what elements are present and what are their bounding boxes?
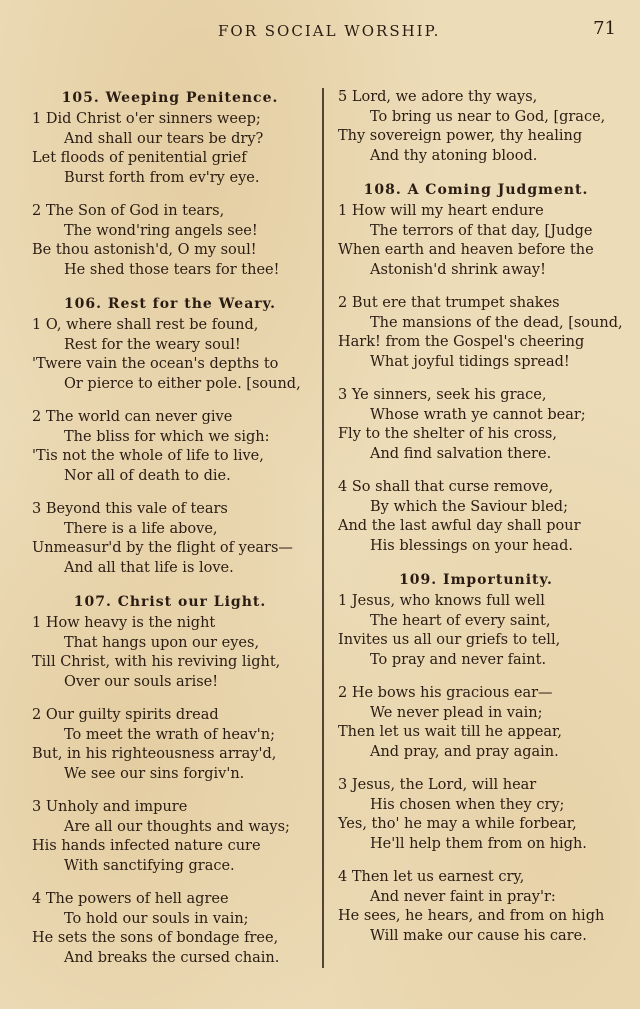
- verse-line: Unmeasur'd by the flight of years—: [32, 540, 293, 556]
- verse-line: Fly to the shelter of his cross,: [338, 426, 557, 442]
- verse-line: Whose wrath ye cannot bear;: [370, 406, 586, 423]
- right-column: [330, 88, 622, 960]
- verse-line: Nor all of death to die.: [64, 467, 231, 484]
- verse-line: And pray, and pray again.: [370, 743, 559, 760]
- stanza: [24, 408, 316, 486]
- verse-line: And never faint in pray'r:: [370, 888, 556, 905]
- verse-line: 5 Lord, we adore thy ways,: [338, 89, 538, 105]
- stanza: [24, 202, 316, 280]
- verse-line: Let floods of penitential grief: [32, 150, 247, 166]
- verse-line: Rest for the weary soul!: [64, 336, 241, 353]
- stanza: [24, 316, 316, 394]
- verse-line: Invites us all our griefs to tell,: [338, 632, 561, 648]
- verse-line: 2 The world can never give: [32, 409, 233, 425]
- stanza: [330, 386, 622, 464]
- verse-line: Astonish'd shrink away!: [370, 261, 546, 278]
- verse-line: 1 How heavy is the night: [32, 615, 216, 631]
- hymn-title: 106. Rest for the Weary.: [63, 296, 277, 312]
- verse-line: 1 How will my heart endure: [338, 203, 544, 219]
- verse-line: When earth and heaven before the: [338, 242, 594, 258]
- stanza: [330, 868, 622, 946]
- verse-line: And the last awful day shall pour: [338, 518, 581, 534]
- verse-line: He sees, he hears, and from on high: [338, 908, 605, 924]
- stanza: [330, 684, 622, 762]
- running-head: FOR SOCIAL WORSHIP.: [218, 22, 441, 40]
- verse-line: And breaks the cursed chain.: [64, 949, 280, 966]
- stanza: [330, 478, 622, 556]
- verse-line: Yes, tho' he may a while forbear,: [338, 816, 577, 832]
- verse-line: Are all our thoughts and ways;: [64, 818, 290, 835]
- hymn-block: [330, 88, 622, 166]
- hymn-title: 107. Christ our Light.: [73, 594, 267, 610]
- verse-line: 4 The powers of hell agree: [32, 891, 229, 907]
- verse-line: The wond'ring angels see!: [64, 222, 258, 239]
- verse-line: Be thou astonish'd, O my soul!: [32, 242, 257, 258]
- verse-line: The terrors of that day, [Judge: [370, 222, 593, 239]
- verse-line: His blessings on your head.: [370, 537, 573, 554]
- left-column: [24, 88, 316, 982]
- hymn-block: [24, 88, 316, 280]
- verse-line: 2 Our guilty spirits dread: [32, 707, 219, 723]
- verse-line: 3 Jesus, the Lord, will hear: [338, 777, 537, 793]
- verse-line: And thy atoning blood.: [370, 147, 538, 164]
- verse-line: Thy sovereign power, thy healing: [338, 128, 583, 144]
- stanza: [330, 776, 622, 854]
- hymn-block: [330, 570, 622, 946]
- column-divider: [322, 88, 324, 968]
- verse-line: He shed those tears for thee!: [64, 261, 280, 278]
- stanza: [330, 592, 622, 670]
- verse-line: 1 Jesus, who knows full well: [338, 593, 545, 609]
- verse-line: He sets the sons of bondage free,: [32, 930, 279, 946]
- verse-line: 2 The Son of God in tears,: [32, 203, 225, 219]
- verse-line: That hangs upon our eyes,: [64, 634, 260, 651]
- hymn-block: [330, 180, 622, 556]
- verse-line: Then let us wait till he appear,: [338, 724, 562, 740]
- verse-line: 4 So shall that curse remove,: [338, 479, 554, 495]
- verse-line: And shall our tears be dry?: [64, 130, 264, 147]
- stanza: [330, 88, 622, 166]
- stanza: [24, 614, 316, 692]
- page-header: [0, 18, 640, 48]
- verse-line: By which the Saviour bled;: [370, 498, 568, 515]
- verse-line: 3 Beyond this vale of tears: [32, 501, 228, 517]
- hymn-block: [24, 294, 316, 578]
- verse-line: The heart of every saint,: [370, 612, 551, 629]
- page-number: 71: [593, 18, 616, 39]
- verse-line: He'll help them from on high.: [370, 835, 587, 852]
- verse-line: What joyful tidings spread!: [370, 353, 570, 370]
- verse-line: With sanctifying grace.: [64, 857, 235, 874]
- verse-line: There is a life above,: [64, 520, 218, 537]
- verse-line: 2 But ere that trumpet shakes: [338, 295, 560, 311]
- stanza: [24, 500, 316, 578]
- hymn-title: 109. Importunity.: [399, 572, 553, 588]
- verse-line: 'Twere vain the ocean's depths to: [32, 356, 279, 372]
- hymn-title: 105. Weeping Penitence.: [61, 90, 279, 106]
- stanza: [24, 706, 316, 784]
- verse-line: Will make our cause his care.: [370, 927, 587, 944]
- verse-line: Hark! from the Gospel's cheering: [338, 334, 585, 350]
- verse-line: The mansions of the dead, [sound,: [370, 314, 623, 331]
- verse-line: To bring us near to God, [grace,: [370, 108, 606, 125]
- verse-line: To pray and never faint.: [370, 651, 547, 668]
- verse-line: Burst forth from ev'ry eye.: [64, 169, 260, 186]
- verse-line: We see our sins forgiv'n.: [64, 765, 245, 782]
- verse-line: 1 O, where shall rest be found,: [32, 317, 259, 333]
- hymn-block: [24, 592, 316, 968]
- verse-line: 'Tis not the whole of life to live,: [32, 448, 264, 464]
- verse-line: 2 He bows his gracious ear—: [338, 685, 553, 701]
- stanza: [24, 890, 316, 968]
- verse-line: Or pierce to either pole. [sound,: [64, 375, 301, 392]
- stanza: [330, 202, 622, 280]
- verse-line: We never plead in vain;: [370, 704, 543, 721]
- verse-line: Till Christ, with his reviving light,: [32, 654, 281, 670]
- stanza: [24, 798, 316, 876]
- hymn-title: 108. A Coming Judgment.: [363, 182, 589, 198]
- verse-line: But, in his righteousness array'd,: [32, 746, 277, 762]
- verse-line: 3 Unholy and impure: [32, 799, 188, 815]
- verse-line: 4 Then let us earnest cry,: [338, 869, 525, 885]
- stanza: [24, 110, 316, 188]
- verse-line: And find salvation there.: [370, 445, 552, 462]
- verse-line: The bliss for which we sigh:: [64, 428, 270, 445]
- verse-line: To meet the wrath of heav'n;: [64, 726, 276, 743]
- verse-line: 1 Did Christ o'er sinners weep;: [32, 111, 261, 127]
- verse-line: Over our souls arise!: [64, 673, 219, 690]
- verse-line: To hold our souls in vain;: [64, 910, 249, 927]
- stanza: [330, 294, 622, 372]
- verse-line: His chosen when they cry;: [370, 796, 565, 813]
- verse-line: 3 Ye sinners, seek his grace,: [338, 387, 547, 403]
- verse-line: His hands infected nature cure: [32, 838, 261, 854]
- verse-line: And all that life is love.: [64, 559, 234, 576]
